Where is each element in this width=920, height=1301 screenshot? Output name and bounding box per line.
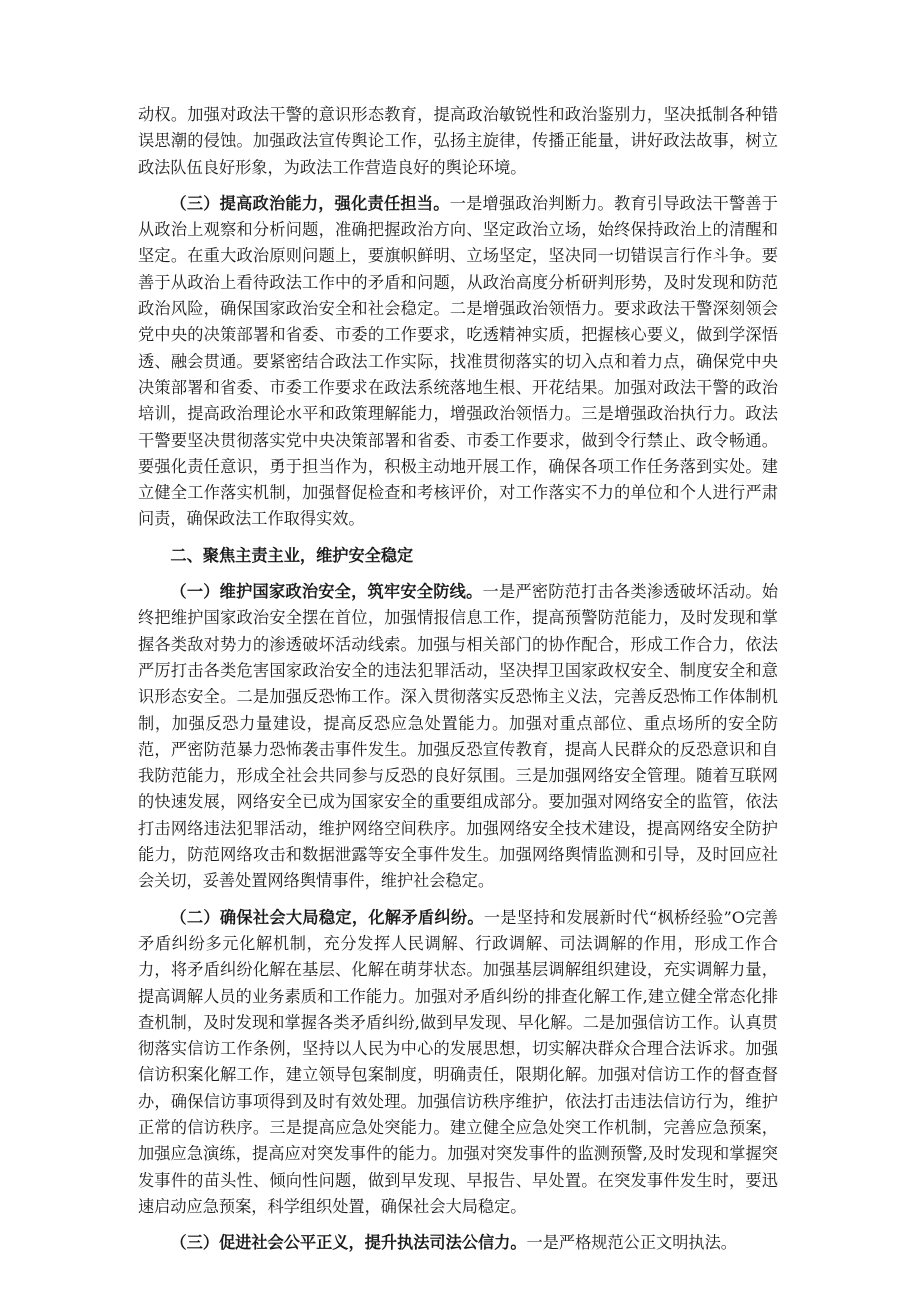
paragraph-text: 一是严格规范公正文明执法。	[526, 1233, 737, 1253]
paragraph-fairness-justice	[138, 1230, 778, 1256]
paragraph-lead: （三）促进社会公平正义，提升执法司法公信力。	[170, 1233, 527, 1253]
paragraph-lead: （二）确保社会大局稳定，化解矛盾纠纷。	[170, 907, 484, 927]
paragraph-national-security	[138, 579, 778, 895]
paragraph-text: 一是增强政治判断力。教育引导政法干警善于从政治上观察和分析问题，准确把握政治方向、坚定政治立场，始终保持政治上的清醒和坚定。在重大政治原则问题上，要旗帜鲜明、立场坚定，坚决同一切错误言行作斗争。要善于从政治上看待政法工作中的矛盾和问题，从政治高度分析研判形势，及时发现和防范政治风险，确保国家政治安全和社会稳定。二是增强政治领悟力。要求政法干警深刻领会党中央的决策部署和省委、市委的工作要求，吃透精神实质，把握核心要义，做到学深悟透、融会贯通。要紧密结合政法工作实际，找准贯彻落实的切入点和着力点，确保党中央决策部署和省委、市委工作要求在政法系统落地生根、开花结果。加强对政法干警的政治培训，提高政治理论水平和政策理解能力，增强政治领悟力。三是增强政治执行力。政法干警要坚决贯彻落实党中央决策部署和省委、市委工作要求，做到令行禁止、政令畅通。要强化责任意识，勇于担当作为，积极主动地开展工作，确保各项工作任务落到实处。建立健全工作落实机制，加强督促检查和考核评价，对工作落实不力的单位和个人进行严肃问责，确保政法工作取得实效。	[138, 193, 778, 529]
paragraph-lead: （三）提高政治能力，强化责任担当。	[170, 193, 450, 213]
paragraph-political-capability	[138, 191, 778, 533]
paragraph-continuation	[138, 102, 778, 181]
paragraph-text: 一是坚持和发展新时代“枫桥经验”O完善矛盾纠纷多元化解机制，充分发挥人民调解、行政调解、司法调解的作用，形成工作合力，将矛盾纠纷化解在基层、化解在萌芽状态。加强基层调解组织建设，充实调解力量，提高调解人员的业务素质和工作能力。加强对矛盾纠纷的排查化解工作,建立健全常态化排查机制，及时发现和掌握各类矛盾纠纷,做到早发现、早化解。二是加强信访工作。认真贯彻落实信访工作条例，坚持以人民为中心的发展思想，切实解决群众合理合法诉求。加强信访积案化解工作，建立领导包案制度，明确责任，限期化解。加强对信访工作的督查督办，确保信访事项得到及时有效处理。加强信访秩序维护，依法打击违法信访行为，维护正常的信访秩序。三是提高应急处突能力。建立健全应急处突工作机制，完善应急预案，加强应急演练，提高应对突发事件的能力。加强对突发事件的监测预警,及时发现和掌握突发事件的苗头性、倾向性问题，做到早发现、早报告、早处置。在突发事件发生时，要迅速启动应急预案，科学组织处置，确保社会大局稳定。	[138, 907, 778, 1216]
paragraph-text: 动权。加强对政法干警的意识形态教育，提高政治敏锐性和政治鉴别力，坚决抵制各种错误思潮的侵蚀。加强政法宣传舆论工作，弘扬主旋律，传播正能量，讲好政法故事，树立政法队伍良好形象，为政法工作营造良好的舆论环境。	[138, 105, 778, 177]
paragraph-text: 一是严密防范打击各类渗透破坏活动。始终把维护国家政治安全摆在首位，加强情报信息工作，提高预警防范能力，及时发现和掌握各类敌对势力的渗透破坏活动线索。加强与相关部门的协作配合，形成工作合力，依法严厉打击各类危害国家政治安全的违法犯罪活动，坚决捍卫国家政权安全、制度安全和意识形态安全。二是加强反恐怖工作。深入贯彻落实反恐怖主义法，完善反恐怖工作体制机制，加强反恐力量建设，提高反恐应急处置能力。加强对重点部位、重点场所的安全防范，严密防范暴力恐怖袭击事件发生。加强反恐宣传教育，提高人民群众的反恐意识和自我防范能力，形成全社会共同参与反恐的良好氛围。三是加强网络安全管理。随着互联网的快速发展，网络安全已成为国家安全的重要组成部分。要加强对网络安全的监管，依法打击网络违法犯罪活动，维护网络空间秩序。加强网络安全技术建设，提高网络安全防护能力，防范网络攻击和数据泄露等安全事件发生。加强网络舆情监测和引导，及时回应社会关切，妥善处置网络舆情事件，维护社会稳定。	[138, 582, 779, 891]
section-heading: 二、聚焦主责主业，维护安全稳定	[170, 545, 414, 565]
paragraph-social-stability	[138, 905, 778, 1221]
paragraph-lead: （一）维护国家政治安全，筑牢安全防线。	[170, 582, 483, 602]
